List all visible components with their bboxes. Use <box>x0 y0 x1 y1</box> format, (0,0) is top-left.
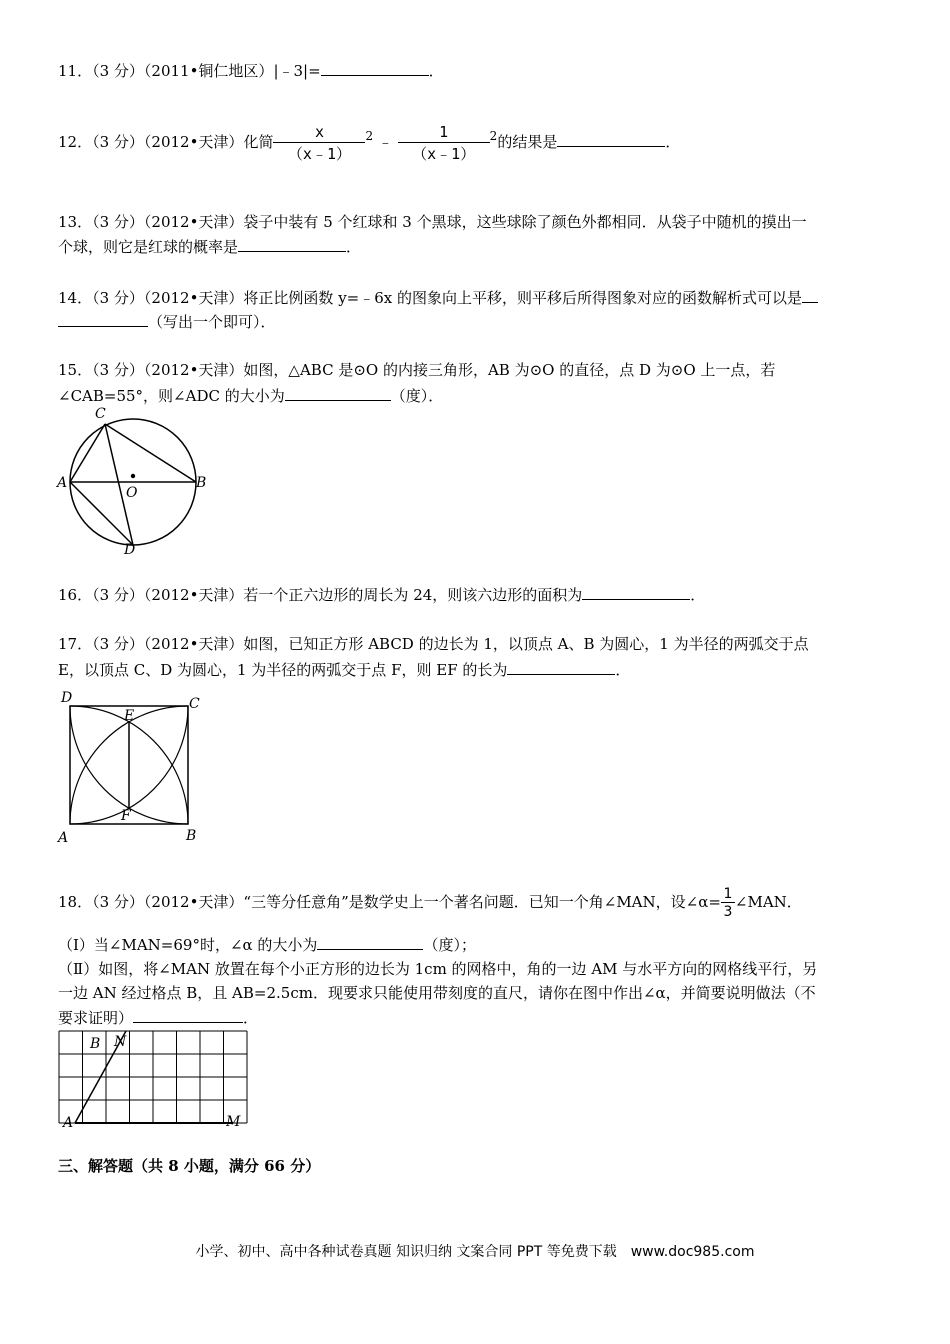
answer-blank[interactable] <box>58 311 148 327</box>
answer-blank[interactable] <box>285 385 391 401</box>
question-18-part-2-line-2: 一边 AN 经过格点 B，且 AB=2.5cm．现要求只能使用带刻度的直尺，请你在图中作出∠α，并简要说明做法（不 <box>58 984 816 1002</box>
grid-figure <box>55 1028 255 1128</box>
section-heading: 三、解答题（共 8 小题，满分 66 分） <box>58 1157 321 1175</box>
segment-cb <box>105 424 196 482</box>
label-o: O <box>126 485 138 501</box>
square-figure <box>55 686 205 846</box>
circle-figure <box>55 404 215 559</box>
fraction-one-third: $\frac{1}{3}$ <box>721 887 735 920</box>
question-13-line-1: 13．（3 分）（2012•天津）袋子中装有 5 个红球和 3 个黑球，这些球除了颜色外都相同．从袋子中随机的摸出一 <box>58 213 807 231</box>
label-c: C <box>95 406 106 422</box>
question-17-line-2: E，以顶点 C、D 为圆心，1 为半径的两弧交于点 F，则 EF 的长为 ． <box>58 661 631 679</box>
answer-blank[interactable] <box>133 1007 243 1023</box>
label-m: M <box>226 1114 241 1128</box>
fraction-2: $\frac{1}{(x﹣1)}$ <box>398 123 490 163</box>
label-d: D <box>124 542 136 558</box>
label-e: E <box>124 708 135 724</box>
answer-blank[interactable] <box>557 131 665 147</box>
grid-lines <box>59 1031 247 1123</box>
center-point <box>131 474 135 478</box>
answer-blank[interactable] <box>238 236 346 252</box>
question-16: 16．（3 分）（2012•天津）若一个正六边形的周长为 24，则该六边形的面积为 ． <box>58 586 706 604</box>
segment-ac <box>70 424 105 482</box>
question-14-line-1: 14．（3 分）（2012•天津）将正比例函数 y=﹣6x 的图象向上平移，则平移后所得图象对应的函数解析式可以是 <box>58 287 818 308</box>
question-18-part-2-line-1: （Ⅱ）如图，将∠MAN 放置在每个小正方形的边长为 1cm 的网格中，角的一边 AM 与水平方向的网格线平行，另 <box>58 960 818 978</box>
label-a: A <box>63 1115 74 1128</box>
question-18-line-1: 18．（3 分）（2012•天津）“三等分任意角”是数学史上一个著名问题．已知一个角∠MAN，设∠α= $\frac{1}{3}$ ∠MAN． <box>58 885 802 920</box>
answer-blank[interactable] <box>507 659 615 675</box>
label-a: A <box>58 830 69 846</box>
footer-text: 小学、初中、高中各种试卷真题 知识归纳 文案合同 PPT 等免费下载 www.doc985.com <box>195 1244 755 1260</box>
question-13-line-2: 个球，则它是红球的概率是 ． <box>58 238 362 256</box>
fraction-1: $\frac{x}{(x﹣1)}$ <box>273 123 365 163</box>
question-12: 12．（3 分）（2012•天津）化简 $\frac{x}{(x﹣1)}$ $^2$ ﹣ $\frac{1}{(x﹣1)}$ $^2$的结果是 ． <box>58 123 681 163</box>
label-b: B <box>196 475 207 491</box>
label-b: B <box>186 828 197 844</box>
question-17-line-1: 17．（3 分）（2012•天津）如图，已知正方形 ABCD 的边长为 1，以顶点 A、B 为圆心，1 为半径的两弧交于点 <box>58 635 809 653</box>
label-c: C <box>189 696 200 712</box>
answer-blank[interactable] <box>317 934 423 950</box>
question-14-line-2: （写出一个即可）． <box>58 311 276 332</box>
answer-blank[interactable] <box>321 60 429 76</box>
label-f: F <box>121 808 131 824</box>
question-18-part-1: （Ⅰ）当∠MAN=69°时，∠α 的大小为 （度）； <box>58 936 476 954</box>
label-b: B <box>90 1036 101 1052</box>
label-a: A <box>57 475 68 491</box>
answer-blank[interactable] <box>582 584 690 600</box>
question-11: 11．（3 分）（2011•铜仁地区）|﹣3|= ． <box>58 62 444 80</box>
question-15-line-1: 15．（3 分）（2012•天津）如图，△ABC 是⊙O 的内接三角形，AB 为⊙O 的直径，点 D 为⊙O 上一点，若 <box>58 361 776 379</box>
answer-blank[interactable] <box>802 287 818 303</box>
segment-ad <box>70 482 133 545</box>
question-18-part-2-line-3: 要求证明） ． <box>58 1009 259 1027</box>
question-15-line-2: ∠CAB=55°，则∠ADC 的大小为 （度）． <box>58 387 444 405</box>
label-d: D <box>61 690 73 706</box>
label-n: N <box>114 1034 127 1050</box>
